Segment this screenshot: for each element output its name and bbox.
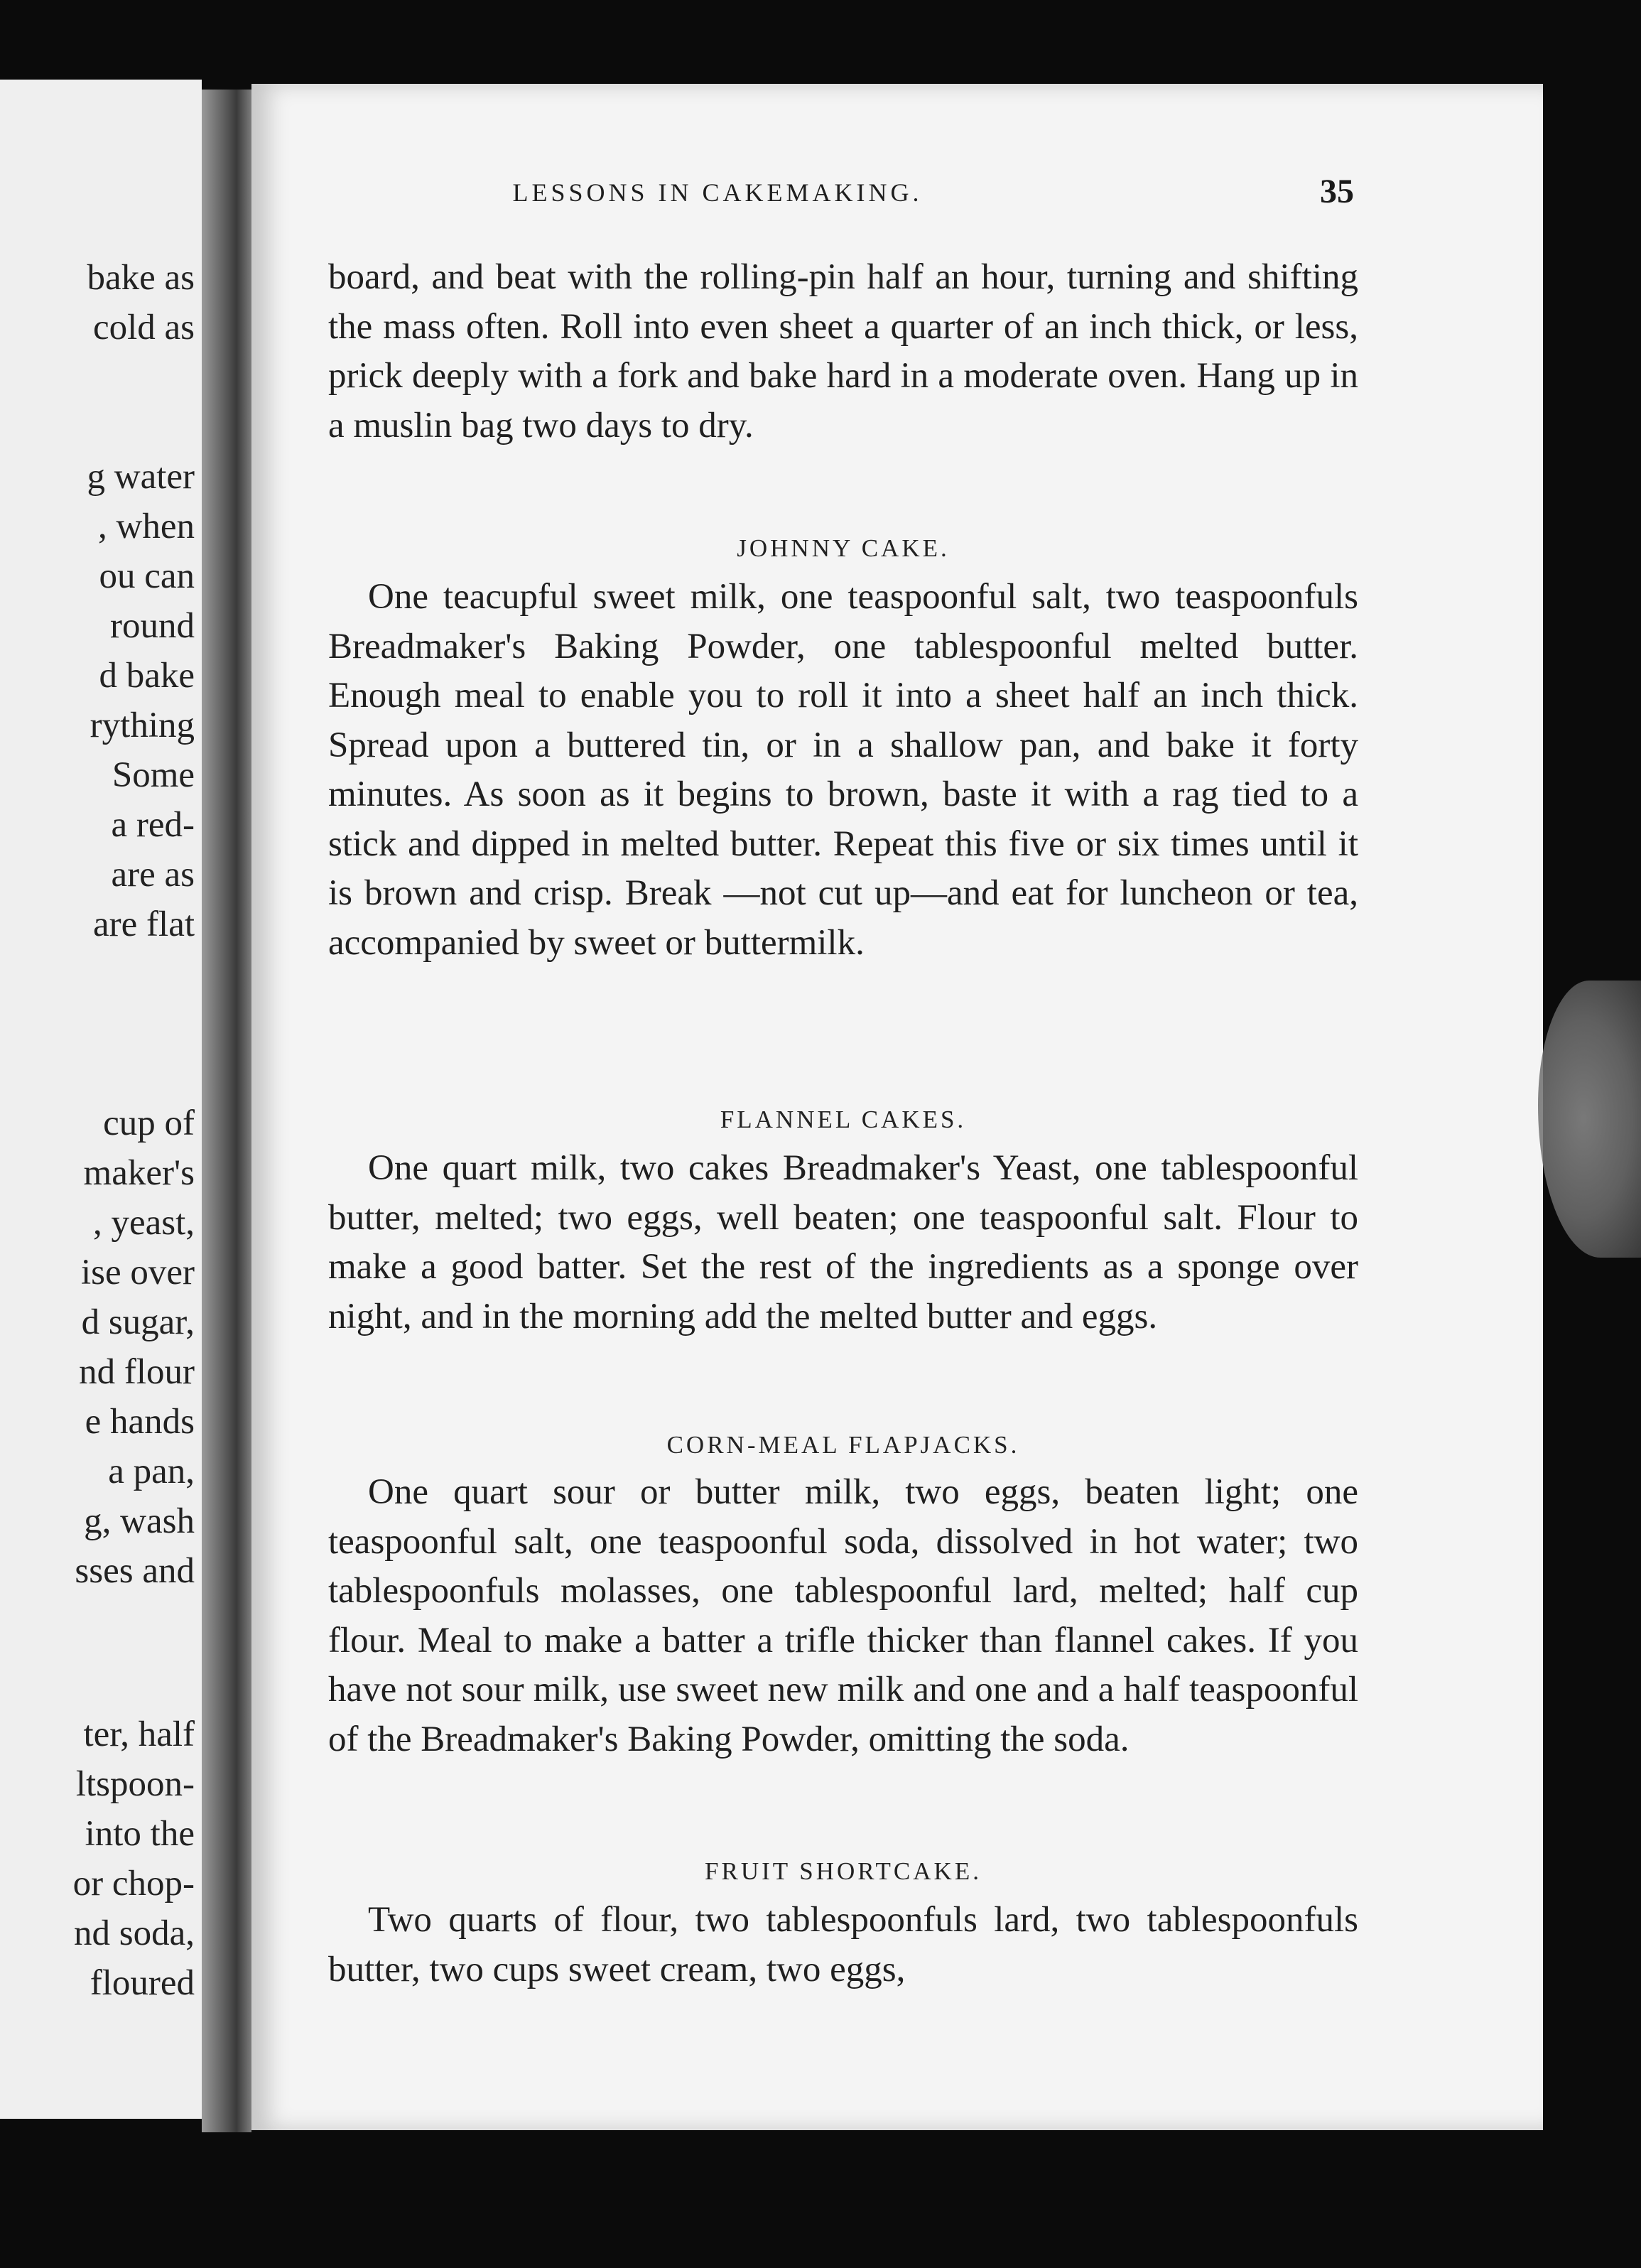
left-line: cup of: [103, 1103, 195, 1143]
left-line: e hands: [85, 1402, 195, 1442]
recipe-text-fruit-shortcake: [328, 1896, 1358, 1994]
left-line: g, wash: [84, 1501, 195, 1541]
left-line: or chop-: [72, 1864, 195, 1904]
book-gutter: [202, 90, 251, 2132]
left-line: , yeast,: [92, 1203, 195, 1243]
left-line: nd flour: [79, 1352, 195, 1392]
left-line: sses and: [75, 1551, 195, 1591]
left-line: ltspoon-: [75, 1764, 195, 1804]
recipe-heading-johnny-cake: JOHNNY CAKE.: [737, 534, 950, 562]
left-line: ter, half: [83, 1714, 195, 1754]
left-line: maker's: [83, 1153, 195, 1193]
left-line: , when: [98, 507, 195, 546]
left-line: g water: [87, 457, 195, 497]
paragraph-text: One quart milk, two cakes Breadmaker's Yeast, one tablespoonful butter, melted; two eggs, well beaten; one teaspoonful salt. Flour to make a good batter. Set the rest of the ingredients as a sponge over night, and in the morning add the melted butter and eggs.: [328, 1148, 1358, 1336]
left-line: rything: [90, 706, 195, 745]
left-line: into the: [85, 1814, 195, 1854]
recipe-text-johnny-cake: [328, 573, 1358, 968]
left-line: floured: [90, 1963, 195, 2003]
recipe-heading-fruit-shortcake: FRUIT SHORTCAKE.: [705, 1857, 982, 1885]
left-line: ou can: [99, 556, 195, 596]
intro-paragraph: [328, 253, 1358, 450]
left-line: Some: [112, 755, 195, 795]
left-line: nd soda,: [74, 1913, 195, 1953]
left-line: are as: [111, 855, 195, 895]
recipe-text-flannel-cakes: [328, 1144, 1358, 1341]
left-line: round: [110, 606, 195, 646]
left-line: d sugar,: [81, 1302, 195, 1342]
running-head: LESSONS IN CAKEMAKING.: [512, 178, 923, 207]
recipe-heading-corn-meal-flapjacks: CORN-MEAL FLAPJACKS.: [666, 1431, 1020, 1459]
recipe-text-corn-meal-flapjacks: [328, 1468, 1358, 1764]
left-line: d bake: [99, 656, 195, 696]
paragraph-text: board, and beat with the rolling-pin half an hour, turning and shifting the mass often. Roll into even sheet a quarter of an inch thick, or less, prick deeply with a fork and bake hard in a moderate oven. Hang up in a muslin bag two days to dry.: [328, 257, 1358, 446]
paragraph-text: One teacupful sweet milk, one teaspoonful salt, two teaspoonfuls Breadmaker's Baking Powder, one tablespoonful melted butter. Enough meal to enable you to roll it into a sheet half an inch thick. Spread upon a buttered tin, or in a shallow pan, and bake it forty minutes. As soon as it begins to brown, baste it with a rag tied to a stick and dipped in melted butter. Repeat this five or six times until it is brown and crisp. Break —not cut up—and eat for luncheon or tea, accompanied by sweet or buttermilk.: [328, 577, 1358, 963]
page-stain: [1538, 981, 1641, 1258]
left-page-fragment: [0, 80, 202, 2119]
left-line: are flat: [93, 904, 195, 944]
left-line: cold as: [92, 308, 195, 347]
recipe-heading-flannel-cakes: FLANNEL CAKES.: [720, 1106, 967, 1133]
page-number: 35: [1320, 173, 1354, 210]
left-line: a red-: [111, 805, 195, 845]
left-line: a pan,: [108, 1452, 195, 1491]
left-line: bake as: [87, 258, 195, 298]
left-line: ise over: [80, 1253, 195, 1292]
paragraph-text: Two quarts of flour, two tablespoonfuls lard, two tablespoonfuls butter, two cups sweet cream, two eggs,: [328, 1900, 1358, 1989]
paragraph-text: One quart sour or butter milk, two eggs, beaten light; one teaspoonful salt, one teaspoonful soda, dissolved in hot water; two tablespoonfuls molasses, one tablespoonful lard, melted; half cup flour. Meal to make a batter a trifle thicker than flannel cakes. If you have not sour milk, use sweet new milk and one and a half teaspoonful of the Breadmaker's Baking Powder, omitting the soda.: [328, 1472, 1358, 1759]
